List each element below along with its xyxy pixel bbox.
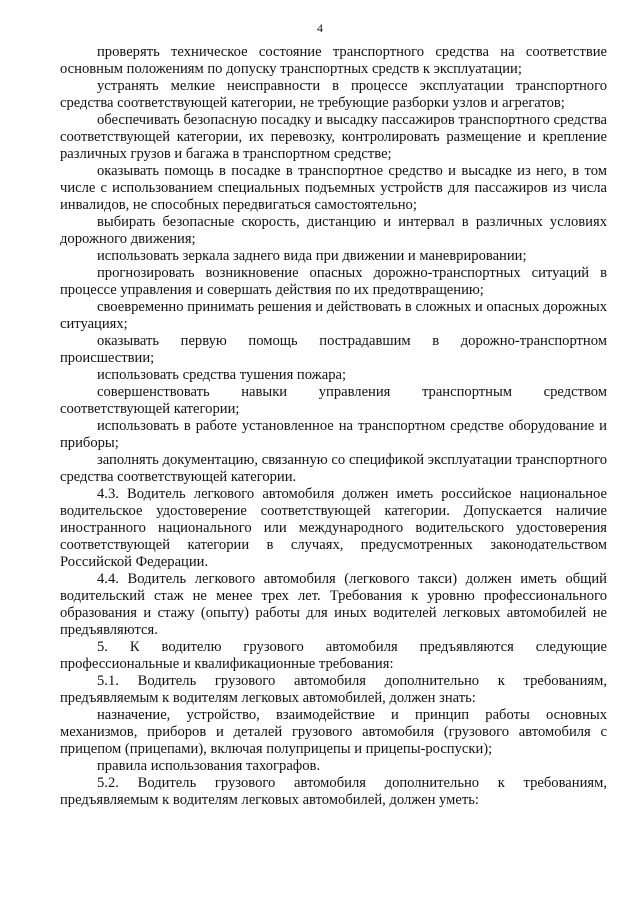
paragraph: 4.3. Водитель легкового автомобиля должен иметь российское национальное водительское удостоверение соответствующей категории. Допускается наличие иностранного национального или международного водительского удостоверения соответствующей категории в случаях, предусмотренных законодательством Российской Федерации. — [60, 486, 607, 570]
paragraph: 5.2. Водитель грузового автомобиля дополнительно к требованиям, предъявляемым к водителям легковых автомобилей, должен уметь: — [60, 775, 607, 808]
paragraph: оказывать первую помощь пострадавшим в дорожно-транспортном происшествии; — [60, 333, 607, 366]
paragraph: использовать зеркала заднего вида при движении и маневрировании; — [97, 248, 527, 264]
paragraph: заполнять документацию, связанную со спецификой эксплуатации транспортного средства соответствующей категории. — [60, 452, 607, 485]
paragraph: 4.4. Водитель легкового автомобиля (легкового такси) должен иметь общий водительский стаж не менее трех лет. Требования к уровню профессионального образования и стажу (опыту) работы для иных водителей легковых автомобилей не предъявляются. — [60, 571, 607, 638]
page-number: 4 — [317, 21, 323, 35]
paragraph: использовать средства тушения пожара; — [97, 367, 347, 383]
paragraph: своевременно принимать решения и действовать в сложных и опасных дорожных ситуациях; — [60, 299, 607, 332]
paragraph: 5.1. Водитель грузового автомобиля дополнительно к требованиям, предъявляемым к водителям легковых автомобилей, должен знать: — [60, 673, 607, 706]
paragraph: назначение, устройство, взаимодействие и принцип работы основных механизмов, приборов и деталей грузового автомобиля (грузового автомобиля с прицепом (прицепами), включая полуприцепы и прицепы-роспуски); — [60, 707, 607, 757]
paragraph: совершенствовать навыки управления транспортным средством соответствующей категории; — [60, 384, 607, 417]
paragraph: оказывать помощь в посадке в транспортное средство и высадке из него, в том числе с использованием специальных подъемных устройств для пассажиров из числа инвалидов, не способных передвигаться самостоятельно; — [60, 163, 607, 213]
paragraph: правила использования тахографов. — [97, 758, 321, 774]
paragraph: устранять мелкие неисправности в процессе эксплуатации транспортного средства соответствующей категории, не требующие разборки узлов и агрегатов; — [60, 78, 607, 111]
paragraph: обеспечивать безопасную посадку и высадку пассажиров транспортного средства соответствующей категории, их перевозку, контролировать размещение и крепление различных грузов и багажа в транспортном средстве; — [60, 112, 607, 162]
paragraph: выбирать безопасные скорость, дистанцию и интервал в различных условиях дорожного движения; — [60, 214, 607, 247]
paragraph: прогнозировать возникновение опасных дорожно-транспортных ситуаций в процессе управления и совершать действия по их предотвращению; — [60, 265, 607, 298]
paragraph: проверять техническое состояние транспортного средства на соответствие основным положениям по допуску транспортных средств к эксплуатации; — [60, 44, 607, 77]
paragraph: 5. К водителю грузового автомобиля предъявляются следующие профессиональные и квалификационные требования: — [60, 639, 607, 672]
paragraph: использовать в работе установленное на транспортном средстве оборудование и приборы; — [60, 418, 607, 451]
document-body — [60, 44, 607, 809]
